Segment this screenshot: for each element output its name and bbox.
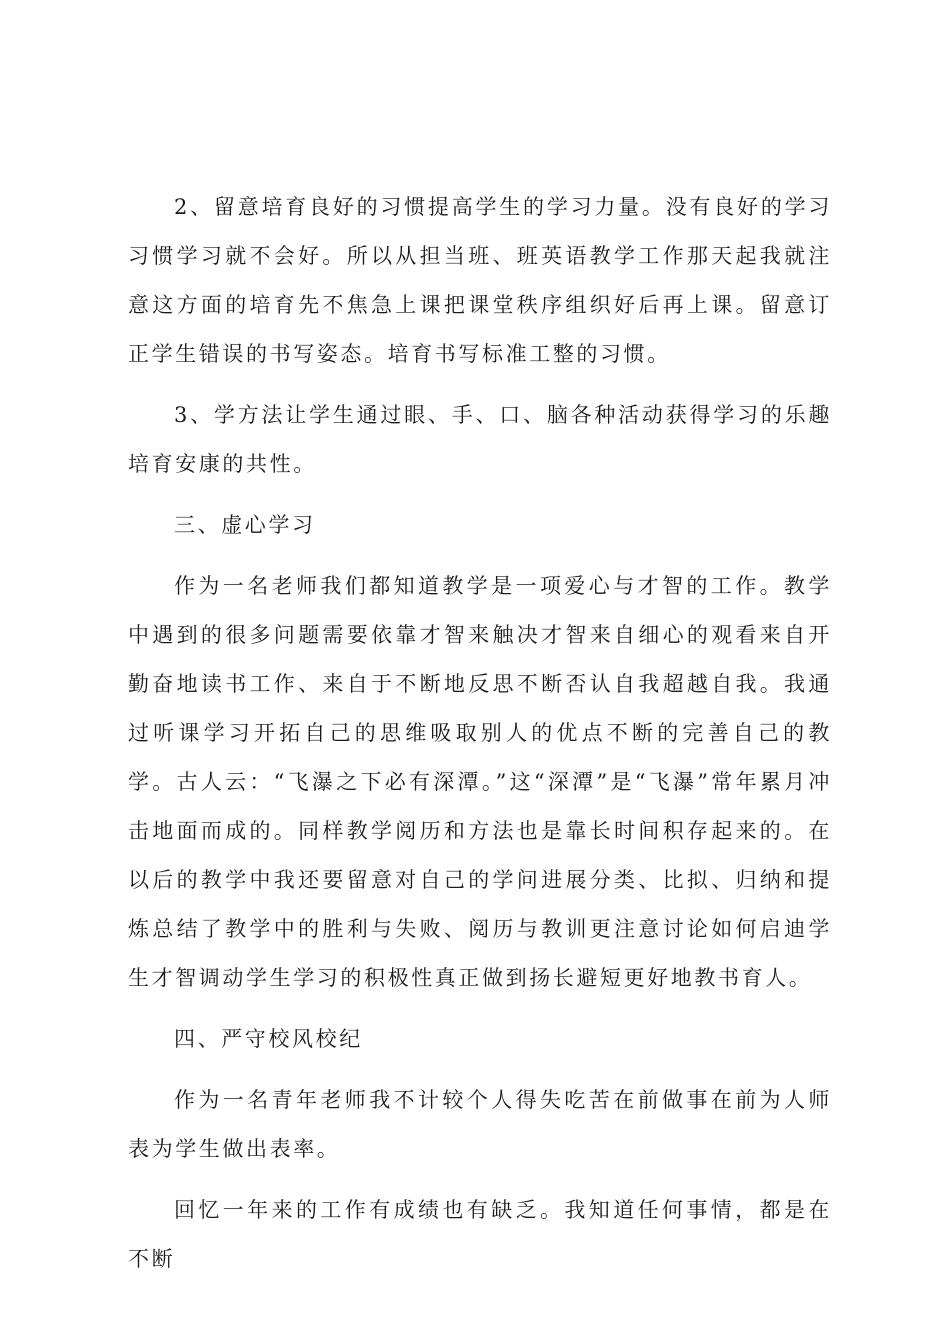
paragraph-habits: 2、留意培育良好的习惯提高学生的学习力量。没有良好的学习习惯学习就不会好。所以从担当班、班英语教学工作那天起我就注意这方面的培育先不焦急上课把课堂秩序组织好后再上课。留意订正学生错误的书写姿态。培育书写标准工整的习惯。 bbox=[128, 195, 832, 366]
paragraph-review: 回忆一年来的工作有成绩也有缺乏。我知道任何事情，都是在不断 bbox=[128, 1198, 832, 1271]
paragraph-discipline: 作为一名青年老师我不计较个人得失吃苦在前做事在前为人师表为学生做出表率。 bbox=[128, 1088, 832, 1161]
paragraph-humble-learning: 作为一名老师我们都知道教学是一项爱心与才智的工作。教学中遇到的很多问题需要依靠才智来触决才智来自细心的观看来自开勤奋地读书工作、来自于不断地反思不断否认自我超越自我。我通过听课学习开拓自己的思维吸取别人的优点不断的完善自己的教学。古人云：“飞瀑之下必有深潭。”这“深潭”是“飞瀑”常年累月冲击地面而成的。同样教学阅历和方法也是靠长时间积存起来的。在以后的教学中我还要留意对自己的学问进展分类、比拟、归纳和提炼总结了教学中的胜利与失败、阅历与教训更注意讨论如何启迪学生才智调动学生学习的积极性真正做到扬长避短更好地教书育人。 bbox=[128, 574, 832, 990]
paragraph-methods: 3、学方法让学生通过眼、手、口、脑各种活动获得学习的乐趣培育安康的共性。 bbox=[128, 403, 832, 476]
section-heading-humble-learning: 三、虚心学习 bbox=[174, 513, 316, 537]
document-body bbox=[128, 183, 832, 1284]
section-heading-discipline: 四、严守校风校纪 bbox=[174, 1027, 363, 1051]
